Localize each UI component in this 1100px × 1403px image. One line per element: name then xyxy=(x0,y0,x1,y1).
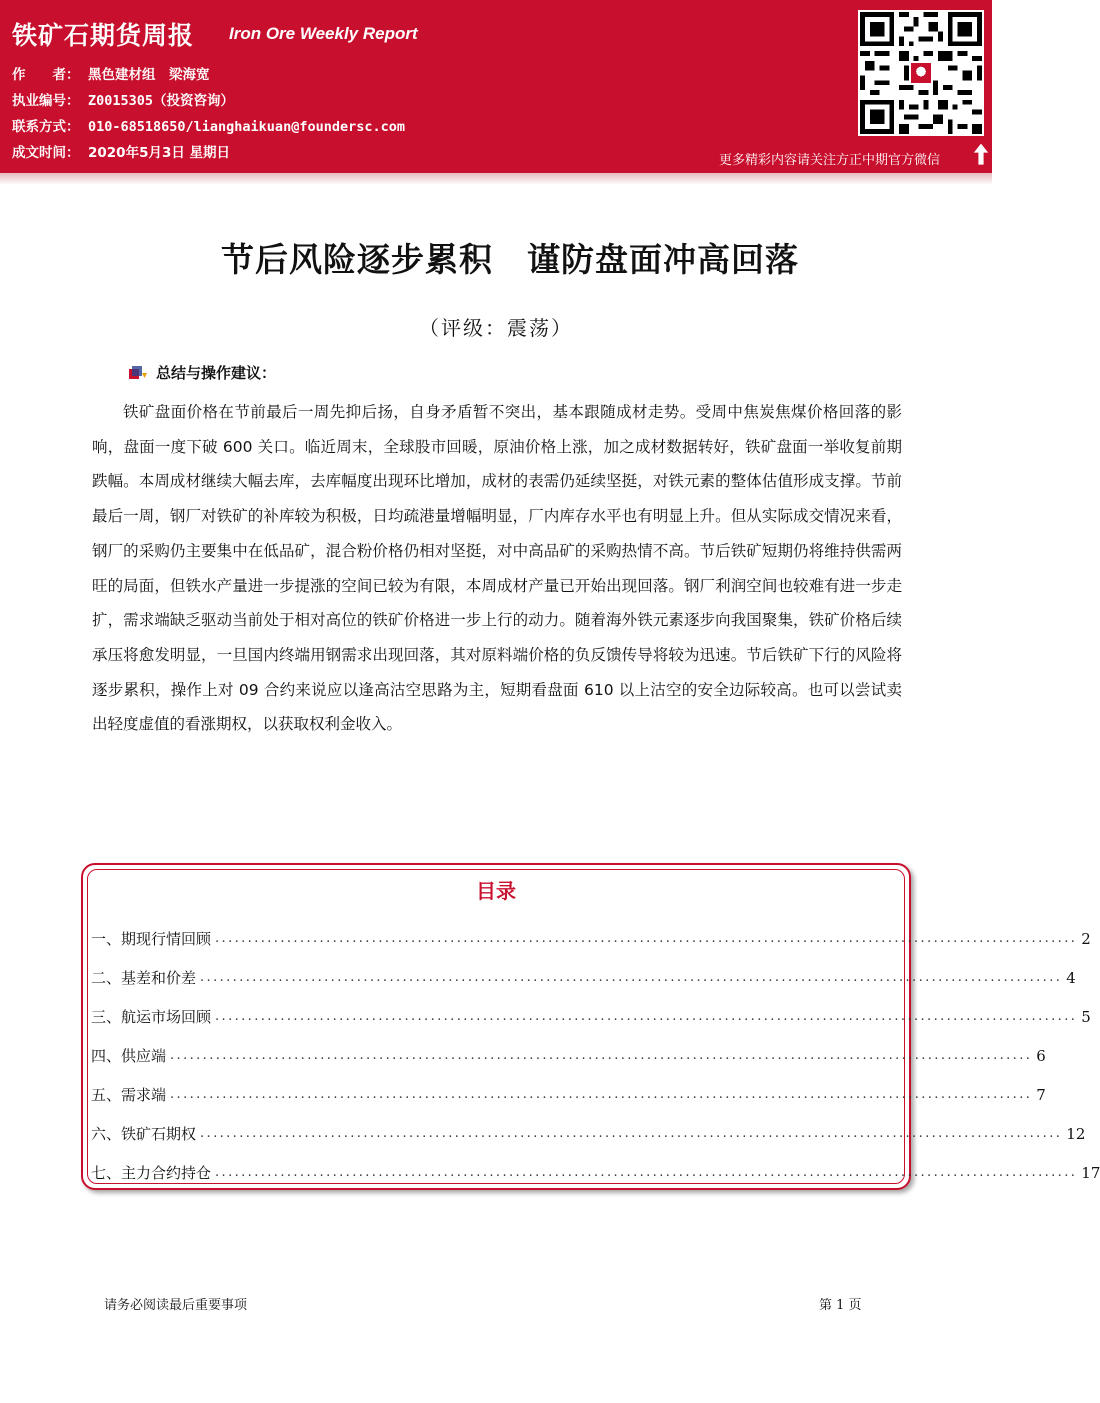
toc-leader-dots: .................................................................................................................................... xyxy=(200,1126,1063,1141)
bullet-icon xyxy=(128,364,148,382)
author-row xyxy=(12,63,210,83)
license-row xyxy=(12,89,234,109)
report-header xyxy=(0,0,992,173)
toc-item[interactable] xyxy=(91,1114,1086,1153)
wechat-follow-note: 更多精彩内容请关注方正中期官方微信 xyxy=(719,153,941,168)
toc-leader-dots: .................................................................................................................................... xyxy=(170,1048,1033,1063)
toc-item[interactable] xyxy=(91,919,1091,958)
license-label: 执业编号： xyxy=(12,93,80,109)
toc-list xyxy=(91,919,1100,1192)
toc-leader-dots: .................................................................................................................................... xyxy=(215,931,1078,946)
report-title-cn: 铁矿石期货周报 xyxy=(12,21,195,50)
toc-item-label: 三、航运市场回顾 xyxy=(91,1008,212,1026)
toc-leader-dots: .................................................................................................................................... xyxy=(215,1009,1078,1024)
toc-item-page: 4 xyxy=(1066,968,1076,987)
toc-item-label: 一、期现行情回顾 xyxy=(91,930,212,948)
toc-item-page: 6 xyxy=(1036,1046,1046,1065)
summary-heading-label: 总结与操作建议： xyxy=(156,364,277,382)
toc-title: 目录 xyxy=(476,879,516,903)
toc-item[interactable] xyxy=(91,958,1076,997)
qr-code-icon xyxy=(860,12,982,134)
toc-item[interactable] xyxy=(91,1153,1100,1192)
summary-paragraph: 铁矿盘面价格在节前最后一周先抑后扬，自身矛盾暂不突出，基本跟随成材走势。受周中焦炭焦煤价格回落的影响，盘面一度下破 600 关口。临近周末，全球股市回暖，原油价格上涨，加之成材数据转好，铁矿盘面一举收复前期跌幅。本周成材继续大幅去库，去库幅度出现环比增加，成材的表需仍延续坚挺，对铁元素的整体估值形成支撑。节前最后一周，钢厂对铁矿的补库较为积极，日均疏港量增幅明显，厂内库存水平也有明显上升。但从实际成交情况来看，钢厂的采购仍主要集中在低品矿，混合粉价格仍相对坚挺，对中高品矿的采购热情不高。节后铁矿短期仍将维持供需两旺的局面，但铁水产量进一步提涨的空间已较为有限，本周成材产量已开始出现回落。钢厂利润空间也较难有进一步走扩，需求端缺乏驱动当前处于相对高位的铁矿价格进一步上行的动力。随着海外铁元素逐步向我国聚集，铁矿价格后续承压将愈发明显，一旦国内终端用钢需求出现回落，其对原料端价格的负反馈传导将较为迅速。节后铁矿下行的风险将逐步累积，操作上对 09 合约来说应以逢高沽空思路为主，短期看盘面 610 以上沽空的安全边际较高。也可以尝试卖出轻度虚值的看涨期权，以获取权利金收入。 xyxy=(92,403,902,734)
toc-item[interactable] xyxy=(91,1036,1046,1075)
report-title-en: Iron Ore Weekly Report xyxy=(229,24,418,43)
toc-leader-dots: .................................................................................................................................... xyxy=(215,1165,1078,1180)
footer-notice: 请务必阅读最后重要事项 xyxy=(104,1298,248,1313)
toc-leader-dots: .................................................................................................................................... xyxy=(200,970,1063,985)
toc-item-label: 六、铁矿石期权 xyxy=(91,1125,197,1143)
contact-label: 联系方式： xyxy=(12,119,80,135)
toc-item-label: 五、需求端 xyxy=(91,1086,167,1104)
date-value: 2020年5月3日 星期日 xyxy=(88,145,231,161)
page-number: 第 1 页 xyxy=(819,1298,862,1313)
contact-row xyxy=(12,115,405,135)
toc-item-label: 四、供应端 xyxy=(91,1047,167,1065)
toc-item-label: 七、主力合约持仓 xyxy=(91,1164,212,1182)
rating: （评级：震荡） xyxy=(419,316,573,340)
date-row xyxy=(12,141,230,161)
up-arrow-icon xyxy=(972,142,990,166)
date-label: 成文时间： xyxy=(12,145,80,161)
header-divider xyxy=(0,173,992,185)
toc-item-label: 二、基差和价差 xyxy=(91,969,197,987)
page-title: 节后风险逐步累积 谨防盘面冲高回落 xyxy=(221,240,799,279)
toc-leader-dots: .................................................................................................................................... xyxy=(170,1087,1033,1102)
toc-item-page: 5 xyxy=(1081,1007,1091,1026)
author-value: 黑色建材组 梁海宽 xyxy=(88,67,210,83)
toc-item-page: 12 xyxy=(1066,1124,1086,1143)
wechat-qr-code[interactable] xyxy=(858,10,984,136)
toc-item-page: 7 xyxy=(1036,1085,1046,1104)
toc-item-page: 17 xyxy=(1081,1163,1100,1182)
summary-heading xyxy=(128,362,276,383)
toc-item[interactable] xyxy=(91,997,1091,1036)
toc-item-page: 2 xyxy=(1081,929,1091,948)
toc-item[interactable] xyxy=(91,1075,1046,1114)
author-label: 作 者： xyxy=(12,67,80,83)
table-of-contents xyxy=(81,863,1100,1190)
contact-value: 010-68518650/lianghaikuan@foundersc.com xyxy=(88,119,405,135)
license-value: Z0015305（投资咨询） xyxy=(88,93,235,109)
